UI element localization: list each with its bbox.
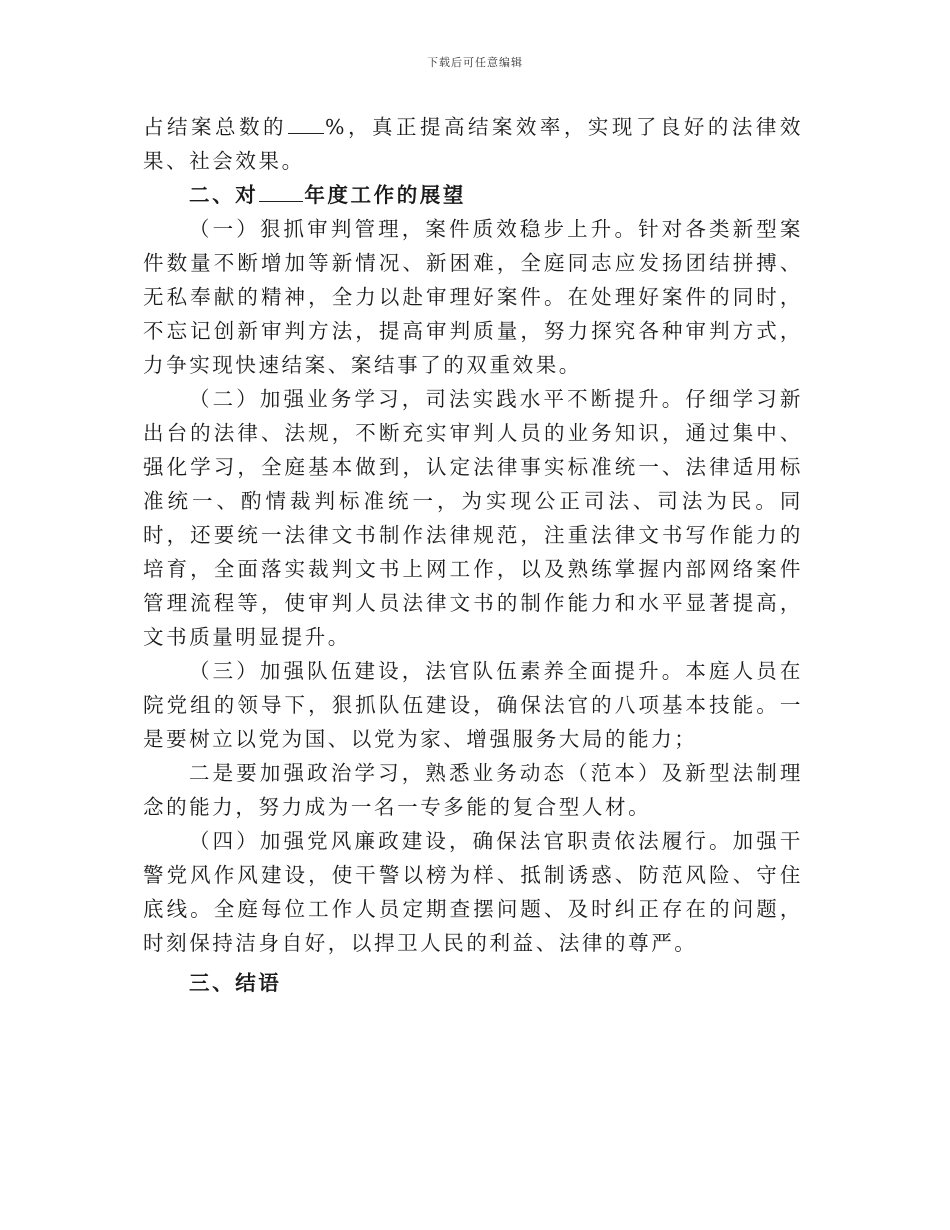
fill-in-blank — [259, 183, 303, 202]
paragraph-item-3: （三）加强队伍建设，法官队伍素养全面提升。本庭人员在院党组的领导下，狠抓队伍建设，确保法官的八项基本技能。一是要树立以党为国、以党为家、增强服务大局的能力； — [143, 659, 803, 751]
paragraph-item-4: （四）加强党风廉政建设，确保法官职责依法履行。加强干警党风作风建设，使干警以榜为样、抵制诱惑、防范风险、守住底线。全庭每位工作人员定期查摆问题、及时纠正存在的问题，时刻保持洁身自好，以捍卫人民的利益、法律的尊严。 — [143, 829, 803, 955]
paragraph-item-1: （一）狠抓审判管理，案件质效稳步上升。针对各类新型案件数量不断增加等新情况、新困难，全庭同志应发扬团结拼搏、无私奉献的精神，全力以赴审理好案件。在处理好案件的同时，不忘记创新审判方法，提高审判质量，努力探究各种审判方式，力争实现快速结案、案结事了的双重效果。 — [143, 217, 803, 377]
heading-text: 二、对 — [189, 183, 259, 207]
section-heading-conclusion: 三、结语 — [189, 971, 282, 995]
heading-text: 年度工作的展望 — [304, 183, 467, 207]
section-heading-outlook — [143, 178, 803, 212]
paragraph-item-2: （二）加强业务学习，司法实践水平不断提升。仔细学习新出台的法律、法规，不断充实审判人员的业务知识，通过集中、强化学习，全庭基本做到，认定法律事实标准统一、法律适用标准统一、酌情裁判标准统一，为实现公正司法、司法为民。同时，还要统一法律文书制作法律规范，注重法律文书写作能力的培育，全面落实裁判文书上网工作，以及熟练掌握内部网络案件管理流程等，使审判人员法律文书的制作能力和水平显著提高，文书质量明显提升。 — [143, 387, 803, 649]
paragraph-item-3-continued: 二是要加强政治学习，熟悉业务动态（范本）及新型法制理念的能力，努力成为一名一专多能的复合型人材。 — [143, 761, 803, 819]
document-body — [143, 110, 803, 1000]
header-note: 下载后可任意编辑 — [427, 56, 523, 69]
fill-in-blank — [288, 115, 324, 134]
paragraph-text: 占结案总数的 — [143, 115, 287, 139]
paragraph-conclusion-fragment — [143, 110, 803, 178]
paragraph-text: %，真正提高结案效率，实现了良好的法律效果、社会效果。 — [143, 115, 803, 173]
